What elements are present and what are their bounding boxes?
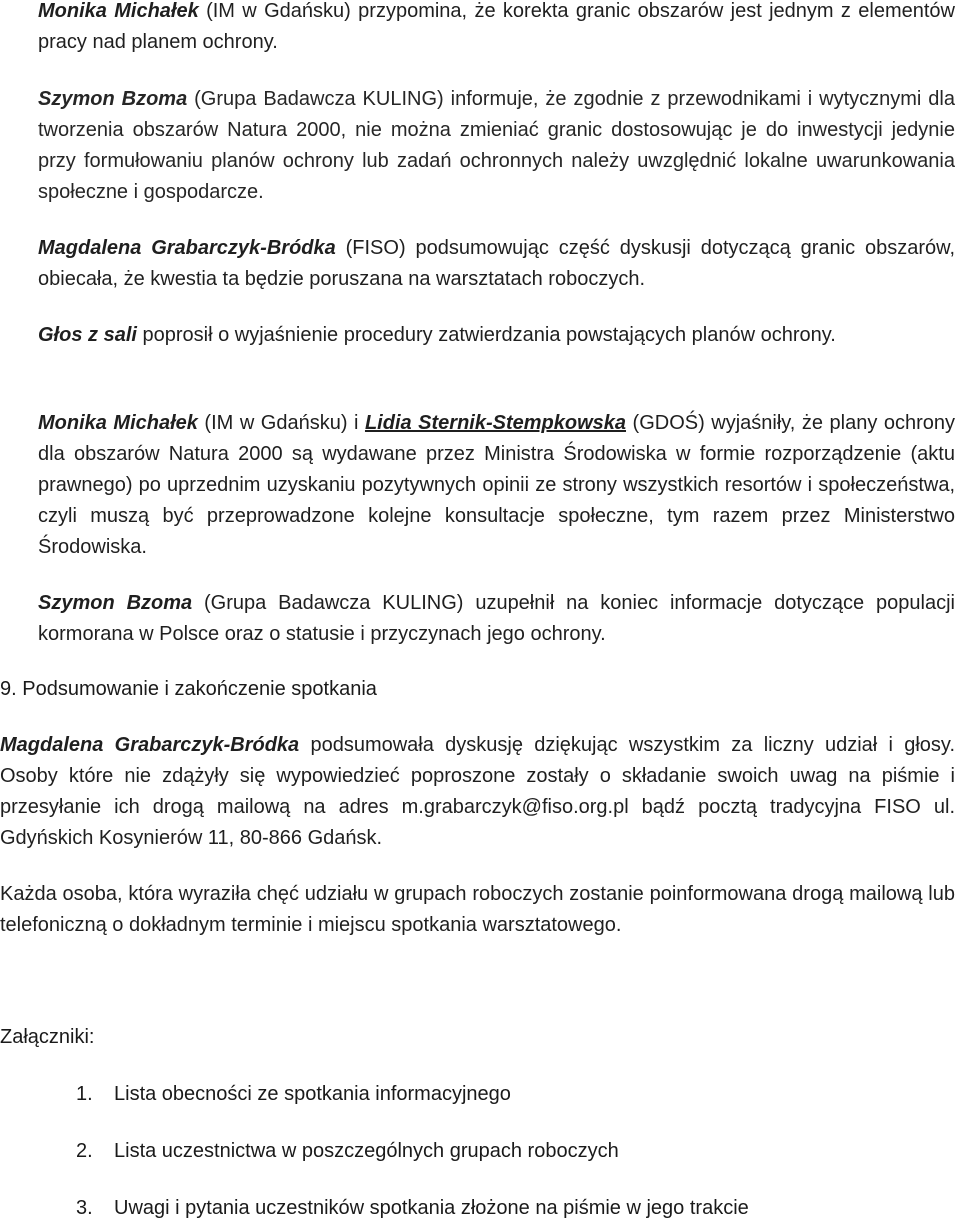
speaker-name-underlined: Lidia Sternik-Stempkowska xyxy=(364,412,627,434)
paragraph-text: podsumowała dyskusję dziękując wszystkim za liczny udział i głosy. Osoby które nie zdążyły się wypowiedzieć poproszone zostały o składanie swoich uwag na piśmie i przesyłanie ich drogą mailową na adres m.grabarczyk@fiso.org.pl bądź pocztą tradycyjna FISO ul. Gdyńskich Kosynierów 11, 80-866 Gdańsk. xyxy=(0,734,956,849)
list-item: 3. Uwagi i pytania uczestników spotkania złożone na piśmie w jego trakcie xyxy=(76,1197,749,1219)
paragraph-cormorant-info xyxy=(38,588,955,650)
paragraph-workshop-notice xyxy=(0,879,955,941)
paragraph-text: (FISO) podsumowując część dyskusji dotyczącą granic obszarów, obiecała, że kwestia ta będzie poruszana na warsztatach roboczych. xyxy=(38,237,956,290)
paragraph-audience-question xyxy=(38,320,955,351)
paragraph-text: (GDOŚ) wyjaśniły, że plany ochrony dla obszarów Natura 2000 są wydawane przez Ministra Środowiska w formie rozporządzenie (aktu prawnego) po uprzednim uzyskaniu pozytywnych opinii ze strony wszystkich resortów i społeczeństwa, czyli muszą być przeprowadzone kolejne konsultacje społeczne, tym razem przez Ministerstwo Środowiska. xyxy=(38,412,955,558)
paragraph-michalek-boundaries xyxy=(38,0,955,58)
speaker-name: Szymon Bzoma xyxy=(38,88,188,110)
speaker-name: Szymon Bzoma xyxy=(38,592,193,614)
paragraph-text: Każda osoba, która wyraziła chęć udziału w grupach roboczych zostanie poinformowana drogą mailową lub telefoniczną o dokładnym terminie i miejscu spotkania warsztatowego. xyxy=(0,883,955,936)
speaker-name: Głos z sali xyxy=(38,324,137,346)
paragraph-text: (IM w Gdańsku) przypomina, że korekta granic obszarów jest jednym z elementów pracy nad planem ochrony. xyxy=(38,0,955,53)
paragraph-text: poprosił o wyjaśnienie procedury zatwierdzania powstających planów ochrony. xyxy=(136,324,836,346)
list-item: 1. Lista obecności ze spotkania informacyjnego xyxy=(76,1083,511,1105)
paragraph-closing-summary xyxy=(0,730,955,854)
speaker-name: Monika Michałek xyxy=(38,412,198,434)
attachments-heading: Załączniki: xyxy=(0,1026,95,1048)
paragraph-text: (Grupa Badawcza KULING) uzupełnił na koniec informacje dotyczące populacji kormorana w Polsce oraz o statusie i przyczynach jego ochrony. xyxy=(38,592,955,645)
speaker-name: Monika Michałek xyxy=(38,0,199,22)
paragraph-grabarczyk-summary xyxy=(38,233,955,295)
paragraph-text: (IM w Gdańsku) i xyxy=(197,412,365,434)
list-item: 2. Lista uczestnictwa w poszczególnych grupach roboczych xyxy=(76,1140,619,1162)
paragraph-bzoma-guidelines xyxy=(38,84,955,208)
paragraph-text: (Grupa Badawcza KULING) informuje, że zgodnie z przewodnikami i wytycznymi dla tworzenia obszarów Natura 2000, nie można zmieniać granic dostosowując je do inwestycji jedynie przy formułowaniu planów ochrony lub zadań ochronnych należy uwzględnić lokalne uwarunkowania społeczne i gospodarcze. xyxy=(38,88,955,203)
section-heading: 9. Podsumowanie i zakończenie spotkania xyxy=(0,678,377,700)
paragraph-plan-procedure xyxy=(38,408,955,563)
speaker-name: Magdalena Grabarczyk-Bródka xyxy=(38,237,336,259)
speaker-name: Magdalena Grabarczyk-Bródka xyxy=(0,734,300,756)
